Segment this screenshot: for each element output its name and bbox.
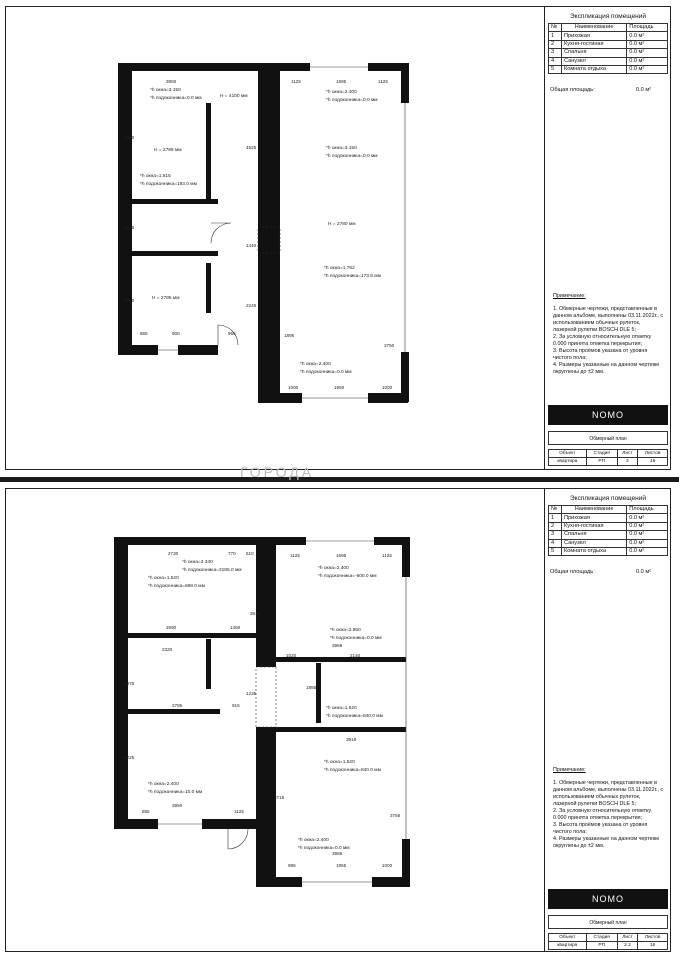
dimension-label: 2245: [246, 303, 257, 308]
table-row: [549, 40, 668, 48]
dimension-label: 3968: [332, 643, 343, 648]
plan-annotation: H = 2785 мм: [152, 296, 180, 301]
note: 1. Обмерные чертежи, представленные в данном альбоме, выполнены 03.11.2022г., с использованием обычных рулеток, лазерной рулетки BOSCH DLE 5;: [553, 780, 664, 807]
wall: [118, 63, 132, 353]
table-header-row: [549, 506, 668, 514]
tb-header: Стадия: [586, 450, 617, 458]
room-name: Кухня-гостиная: [562, 522, 627, 530]
plan-annotation: *h подоконника=0.0 мм: [300, 370, 352, 375]
tb-header: Листов: [638, 934, 668, 942]
room-name: Кухня-гостиная: [562, 40, 627, 48]
dimension-label: 1235: [246, 691, 257, 696]
dimension-label: 1125: [382, 553, 392, 558]
room-name: Прихожая: [562, 514, 627, 522]
watermark: ГОРОДА: [240, 464, 315, 480]
dimension-label: 1695: [336, 79, 347, 84]
dimension-label: 770: [228, 551, 236, 556]
dimension-label: 1560: [124, 135, 135, 140]
sheet-separator: [0, 477, 679, 482]
note: 4. Размеры указанные на данном чертеже округлены до ±2 мм.: [553, 836, 660, 849]
drawing-sheet-1: [5, 6, 671, 470]
table-row: [549, 547, 668, 555]
title-block: [548, 449, 668, 466]
room-number: 4: [549, 57, 562, 65]
room-area: 0.0 м²: [627, 65, 668, 73]
plan-annotation: *h окна=2.400: [326, 90, 357, 95]
rooms-table: [548, 23, 668, 74]
notes-header: Примечание:: [553, 293, 586, 299]
plan-annotation: *h окна=2.400: [298, 838, 329, 843]
plan-annotation: *h подоконника=840.0 мм: [324, 768, 381, 773]
tb-header: Объект: [549, 450, 587, 458]
dimension-label: 1695: [336, 553, 347, 558]
tb-header: Лист: [617, 934, 637, 942]
tb-value: 2: [617, 458, 637, 466]
note: 1. Обмерные чертежи, представленные в данном альбоме, выполнены 03.11.2022г., с использованием обычных рулеток, лазерной рулетки BOSCH DLE 5;: [553, 306, 664, 333]
room-number: 1: [549, 514, 562, 522]
dimension-label: 1000: [382, 863, 393, 868]
dimension-label: 2320: [162, 647, 173, 652]
room-area: 0.0 м²: [627, 57, 668, 65]
tb-value: квартира: [549, 942, 587, 950]
table-row: [549, 32, 668, 40]
dimension-label: 3440: [124, 298, 135, 303]
sheet-sidebar: [544, 489, 671, 951]
note: 2. За условную относительную отметку 0.000 принята отметка перекрытия;: [553, 334, 652, 347]
dimension-label: 1125: [291, 79, 301, 84]
room-area: 0.0 м²: [627, 547, 668, 555]
room-area: 0.0 м²: [627, 531, 668, 539]
dimension-label: 510: [246, 551, 254, 556]
floor-plan-1: [6, 7, 544, 469]
room-number: 3: [549, 531, 562, 539]
dimension-label: 900: [172, 331, 180, 336]
room-area: 0.0 м²: [627, 522, 668, 530]
dimension-label: 3918: [346, 737, 357, 742]
total-label: Общая площадь:: [550, 569, 595, 575]
col-header: Наименование: [562, 24, 627, 32]
room-area: 0.0 м²: [627, 40, 668, 48]
dimension-label: 1955: [336, 863, 347, 868]
room-name: Комната отдыха: [562, 547, 627, 555]
dimension-label: 3950: [166, 79, 177, 84]
room-number: 5: [549, 65, 562, 73]
dimension-label: 2785: [172, 703, 183, 708]
plan-annotation: *h подоконника=2185.0 мм: [182, 568, 242, 573]
room-name: Спальня: [562, 49, 627, 57]
tb-value: 2.2: [617, 942, 637, 950]
room-number: 1: [549, 32, 562, 40]
plan-annotation: H = 2780 мм: [328, 222, 356, 227]
dimension-label: 995: [288, 863, 296, 868]
col-header: Площадь: [627, 24, 668, 32]
note: 4. Размеры указанные на данном чертеже округлены до ±2 мм.: [553, 362, 660, 375]
note: 3. Высота проёмов указана от уровня чистого пола;: [553, 822, 648, 835]
tb-value: РП: [586, 942, 617, 950]
room-area: 0.0 м²: [627, 539, 668, 547]
plan-annotation: *h подоконника=193.0 мм: [140, 182, 197, 187]
dimension-label: 2140: [350, 653, 361, 658]
tb-header: Листов: [638, 450, 668, 458]
table-title: Экспликация помещений: [569, 13, 647, 20]
table-row: [549, 49, 668, 57]
room-number: 4: [549, 539, 562, 547]
dimension-label: 1020: [286, 653, 297, 658]
room-name: Санузел: [562, 539, 627, 547]
note: 3. Высота проёмов указана от уровня чистого пола;: [553, 348, 648, 361]
table-row: [549, 65, 668, 73]
plan-annotation: *h подоконника=173.8 мм: [324, 274, 381, 279]
dimension-label: 865: [140, 331, 148, 336]
plan-annotation: *h окна=3.150: [150, 88, 181, 93]
plan-annotation: *h окна=2.400: [318, 566, 349, 571]
room-area: 0.0 м²: [627, 32, 668, 40]
dimension-label: 1895: [284, 333, 295, 338]
dimension-label: 2590: [166, 625, 177, 630]
dimension-label: 915: [232, 703, 240, 708]
logo: NOMO: [548, 405, 668, 425]
plan-annotation: *h окна=3.150: [326, 146, 357, 151]
tb-header: Лист: [617, 450, 637, 458]
dimension-label: 1976: [124, 681, 135, 686]
tb-header: Стадия: [586, 934, 617, 942]
tb-value: 16: [638, 942, 668, 950]
rooms-table: [548, 505, 668, 556]
table-row: [549, 531, 668, 539]
notes-header: Примечание:: [553, 767, 586, 773]
stamp: Обмерный план: [548, 431, 668, 445]
plan-annotation: *h окна=1.520: [326, 706, 357, 711]
dimension-label: 3615: [250, 611, 261, 616]
plan-annotation: H = 4100 мм: [220, 94, 248, 99]
dimension-label: 2730: [168, 551, 179, 556]
plan-annotation: *h окна=1.515: [140, 174, 171, 179]
room-number: 5: [549, 547, 562, 555]
plan-annotation: *h подоконника=0.0 мм: [326, 98, 378, 103]
plan-annotation: *h подоконника=0.0 мм: [330, 636, 382, 641]
plan-annotation: *h подоконника=0.0 мм: [326, 154, 378, 159]
stamp: Обмерный план: [548, 915, 668, 929]
plan-annotation: *h окна=1.762: [324, 266, 355, 271]
notes: [553, 767, 665, 850]
plan-annotation: *h окна=1.520: [324, 760, 355, 765]
drawing-sheet-2: [5, 488, 671, 952]
room-number: 2: [549, 40, 562, 48]
tb-value: квартира: [549, 458, 587, 466]
dimension-label: 1450: [230, 625, 241, 630]
room-number: 2: [549, 522, 562, 530]
plan-annotation: *h подоконника=840.0 мм: [326, 714, 383, 719]
room-number: 3: [549, 49, 562, 57]
dimension-label: 865: [142, 809, 150, 814]
dimension-label: 1950: [334, 385, 345, 390]
room-name: Спальня: [562, 531, 627, 539]
room-name: Прихожая: [562, 32, 627, 40]
col-header: Наименование: [562, 506, 627, 514]
room-name: Комната отдыха: [562, 65, 627, 73]
room-area: 0.0 м²: [627, 514, 668, 522]
plan-annotation: *h подоконника=868.0 мм: [148, 584, 205, 589]
dimension-label: 1000: [288, 385, 299, 390]
plan-annotation: *h подоконника=10.0 мм: [148, 790, 203, 795]
plan-annotation: *h подоконника=-600.0 мм: [318, 574, 377, 579]
notes: [553, 293, 665, 376]
table-row: [549, 539, 668, 547]
dimension-label: 3715: [274, 795, 285, 800]
dimension-label: 1885: [306, 685, 317, 690]
dimension-label: 1440: [246, 243, 257, 248]
plan-annotation: *h подоконника=0.0 мм: [298, 846, 350, 851]
dimension-label: 1000: [382, 385, 393, 390]
dimension-label: 3225: [124, 755, 135, 760]
wall: [118, 63, 278, 71]
total-value: 0.0 м²: [636, 569, 652, 575]
plan-annotation: *h окна=2.950: [330, 628, 361, 633]
plan-annotation: *h окна=2.400: [300, 362, 331, 367]
tb-value: 16: [638, 458, 668, 466]
dimension-label: 1125: [378, 79, 388, 84]
total-label: Общая площадь:: [550, 87, 595, 93]
dimension-label: 1535: [124, 225, 135, 230]
dimension-label: 955: [228, 331, 236, 336]
room-name: Санузел: [562, 57, 627, 65]
dimension-label: 3950: [172, 803, 183, 808]
dimension-label: 4525: [246, 145, 257, 150]
table-title: Экспликация помещений: [569, 495, 647, 502]
room-area: 0.0 м²: [627, 49, 668, 57]
wall: [258, 63, 280, 401]
plan-annotation: *h окна=2.400: [148, 782, 179, 787]
plan-annotation: *h окна=1.520: [148, 576, 179, 581]
table-row: [549, 522, 668, 530]
logo: NOMO: [548, 889, 668, 909]
dimension-label: 1125: [234, 809, 244, 814]
dimension-label: 3968: [332, 851, 343, 856]
tb-value: РП: [586, 458, 617, 466]
title-block: [548, 933, 668, 950]
dimension-label: 1125: [290, 553, 300, 558]
total-value: 0.0 м²: [636, 87, 652, 93]
col-header: №: [549, 24, 562, 32]
col-header: Площадь: [627, 506, 668, 514]
sheet-sidebar: [544, 7, 671, 469]
note: 2. За условную относительную отметку 0.000 принята отметка перекрытия;: [553, 808, 652, 821]
col-header: №: [549, 506, 562, 514]
table-row: [549, 57, 668, 65]
plan-annotation: H = 2789 мм: [154, 148, 182, 153]
plan-annotation: *h подоконника=0.0 мм: [150, 96, 202, 101]
table-row: [549, 514, 668, 522]
tb-header: Объект: [549, 934, 587, 942]
floor-plan-2: [6, 489, 544, 951]
dimension-label: 3750: [384, 343, 395, 348]
plan-annotation: *h окна=3.340: [182, 560, 213, 565]
dimension-label: 3756: [390, 813, 401, 818]
table-header-row: [549, 24, 668, 32]
